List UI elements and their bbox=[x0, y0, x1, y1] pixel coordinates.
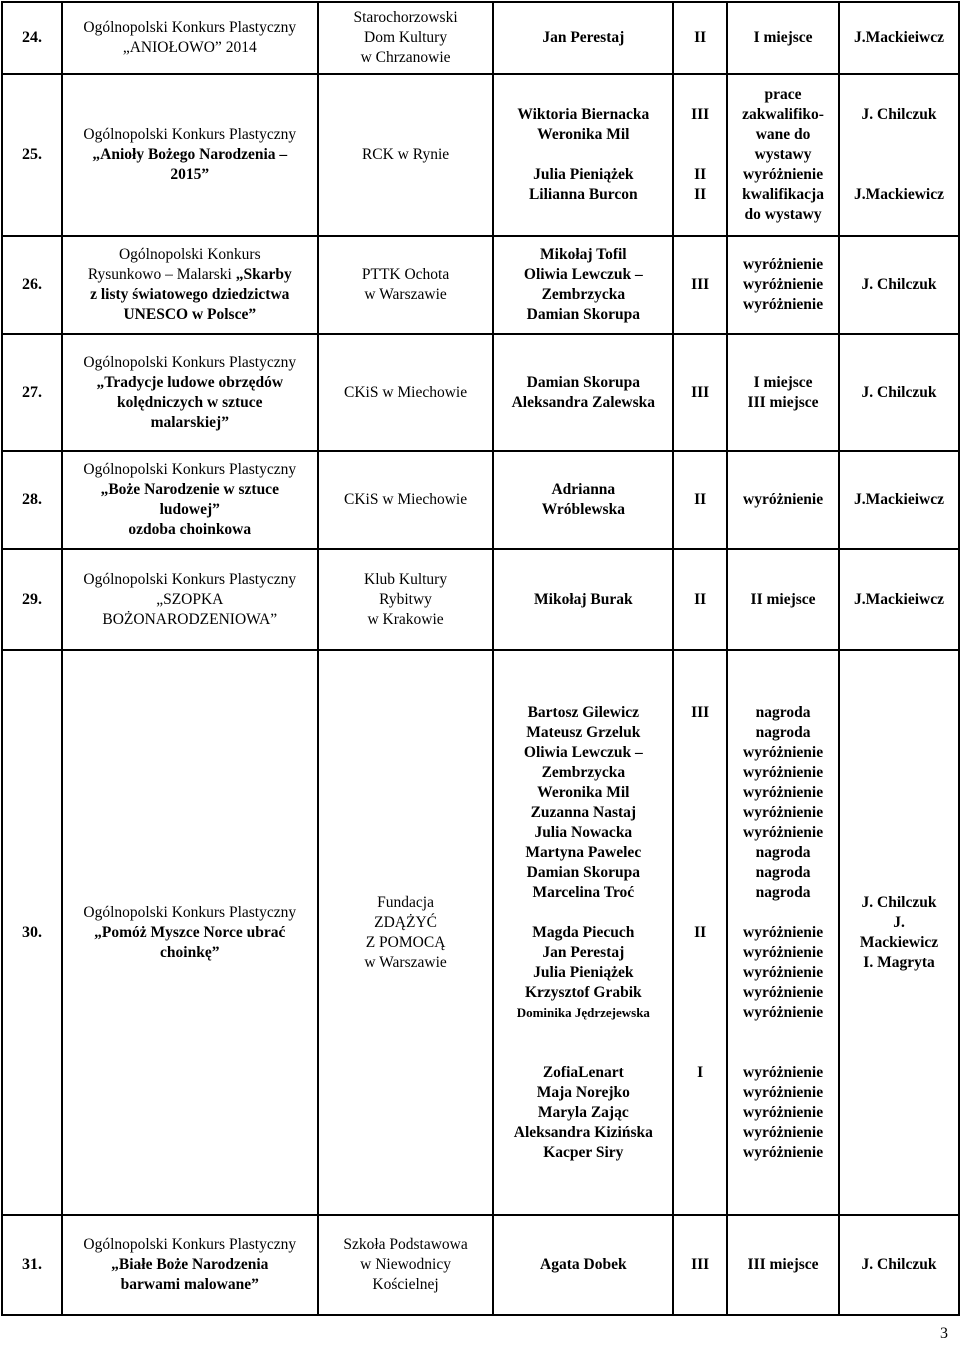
class-cell: III bbox=[673, 334, 727, 451]
result-cell: wyróżnienie wyróżnienie wyróżnienie bbox=[727, 236, 839, 334]
row-number: 31. bbox=[2, 1215, 62, 1315]
row-number: 24. bbox=[2, 2, 62, 74]
teacher-cell: J. Chilczuk bbox=[839, 236, 959, 334]
teacher-cell: J.Mackieiwcz bbox=[839, 451, 959, 549]
result-cell: I miejsce bbox=[727, 2, 839, 74]
table-row bbox=[2, 2, 959, 74]
organizer-cell: Fundacja ZDĄŻYĆ Z POMOCĄ w Warszawie bbox=[318, 650, 494, 1215]
participants-cell: Adrianna Wróblewska bbox=[493, 451, 673, 549]
teacher-cell: J.Mackieiwcz bbox=[839, 549, 959, 650]
class-cell: II bbox=[673, 2, 727, 74]
organizer-cell: Starochorzowski Dom Kultury w Chrzanowie bbox=[318, 2, 494, 74]
class-cell: III bbox=[673, 236, 727, 334]
result-cell: III miejsce bbox=[727, 1215, 839, 1315]
class-cell: II bbox=[673, 549, 727, 650]
participants-cell: Wiktoria Biernacka Weronika Mil Julia Pieniążek Lilianna Burcon bbox=[493, 74, 673, 236]
participants-cell: Jan Perestaj bbox=[493, 2, 673, 74]
teacher-cell: J.Mackieiwcz bbox=[839, 2, 959, 74]
competition-cell: Ogólnopolski Konkurs Plastyczny „Białe Boże Narodzenia barwami malowane” bbox=[62, 1215, 318, 1315]
participants-cell: Agata Dobek bbox=[493, 1215, 673, 1315]
table-row bbox=[2, 549, 959, 650]
row-number: 27. bbox=[2, 334, 62, 451]
organizer-cell: PTTK Ochota w Warszawie bbox=[318, 236, 494, 334]
organizer-cell: RCK w Rynie bbox=[318, 74, 494, 236]
participants-cell: Mikołaj Tofil Oliwia Lewczuk – Zembrzycka Damian Skorupa bbox=[493, 236, 673, 334]
results-table bbox=[1, 1, 960, 1316]
result-cell: I miejsce III miejsce bbox=[727, 334, 839, 451]
teacher-cell: J. Chilczuk bbox=[839, 334, 959, 451]
organizer-cell: Klub Kultury Rybitwy w Krakowie bbox=[318, 549, 494, 650]
table-row bbox=[2, 236, 959, 334]
competition-cell: Ogólnopolski Konkurs Rysunkowo – Malarski „Skarby z listy światowego dziedzictwa UNESCO w Polsce” bbox=[62, 236, 318, 334]
table-row bbox=[2, 74, 959, 236]
organizer-cell: Szkoła Podstawowa w Niewodnicy Kościelnej bbox=[318, 1215, 494, 1315]
row-number: 28. bbox=[2, 451, 62, 549]
participants-cell: Mikołaj Burak bbox=[493, 549, 673, 650]
row-number: 26. bbox=[2, 236, 62, 334]
competition-cell: Ogólnopolski Konkurs Plastyczny „Boże Narodzenie w sztuce ludowej” ozdoba choinkowa bbox=[62, 451, 318, 549]
teacher-cell: J. Chilczuk J. Mackiewicz I. Magryta bbox=[839, 650, 959, 1215]
row-number: 30. bbox=[2, 650, 62, 1215]
organizer-cell: CKiS w Miechowie bbox=[318, 451, 494, 549]
result-cell: wyróżnienie bbox=[727, 451, 839, 549]
participants-cell: Damian Skorupa Aleksandra Zalewska bbox=[493, 334, 673, 451]
page-number: 3 bbox=[940, 1325, 948, 1342]
result-cell: nagroda nagroda wyróżnienie wyróżnienie wyróżnienie wyróżnienie wyróżnienie nagroda nagroda nagroda wyróżnienie wyróżnienie wyróżnienie wyróżnienie wyróżnienie wyróżnienie wyróżnienie wyróżnienie wyróżnienie wyróżnienie bbox=[727, 650, 839, 1215]
class-cell: III II I bbox=[673, 650, 727, 1215]
row-number: 29. bbox=[2, 549, 62, 650]
table-row bbox=[2, 1215, 959, 1315]
teacher-cell: J. Chilczuk J.Mackiewicz bbox=[839, 74, 959, 236]
table-row bbox=[2, 451, 959, 549]
table-row bbox=[2, 334, 959, 451]
organizer-cell: CKiS w Miechowie bbox=[318, 334, 494, 451]
teacher-cell: J. Chilczuk bbox=[839, 1215, 959, 1315]
class-cell: III II II bbox=[673, 74, 727, 236]
row-number: 25. bbox=[2, 74, 62, 236]
competition-cell: Ogólnopolski Konkurs Plastyczny „SZOPKA BOŻONARODZENIOWA” bbox=[62, 549, 318, 650]
class-cell: III bbox=[673, 1215, 727, 1315]
table-row bbox=[2, 650, 959, 1215]
competition-cell: Ogólnopolski Konkurs Plastyczny „Pomóż Myszce Norce ubrać choinkę” bbox=[62, 650, 318, 1215]
competition-cell: Ogólnopolski Konkurs Plastyczny „Tradycje ludowe obrzędów kolędniczych w sztuce malarskiej” bbox=[62, 334, 318, 451]
participants-cell: Bartosz Gilewicz Mateusz Grzeluk Oliwia Lewczuk – Zembrzycka Weronika Mil Zuzanna Nastaj Julia Nowacka Martyna Pawelec Damian Skorupa Marcelina Troć Magda Piecuch Jan Perestaj Julia Pieniążek Krzysztof Grabik Dominika Jędrzejewska ZofiaLenart Maja Norejko Maryla Zając Aleksandra Kizińska Kacper Siry bbox=[493, 650, 673, 1215]
result-cell: prace zakwalifiko- wane do wystawy wyróżnienie kwalifikacja do wystawy bbox=[727, 74, 839, 236]
result-cell: II miejsce bbox=[727, 549, 839, 650]
competition-cell: Ogólnopolski Konkurs Plastyczny „Anioły Bożego Narodzenia – 2015” bbox=[62, 74, 318, 236]
class-cell: II bbox=[673, 451, 727, 549]
competition-cell: Ogólnopolski Konkurs Plastyczny „ANIOŁOWO” 2014 bbox=[62, 2, 318, 74]
